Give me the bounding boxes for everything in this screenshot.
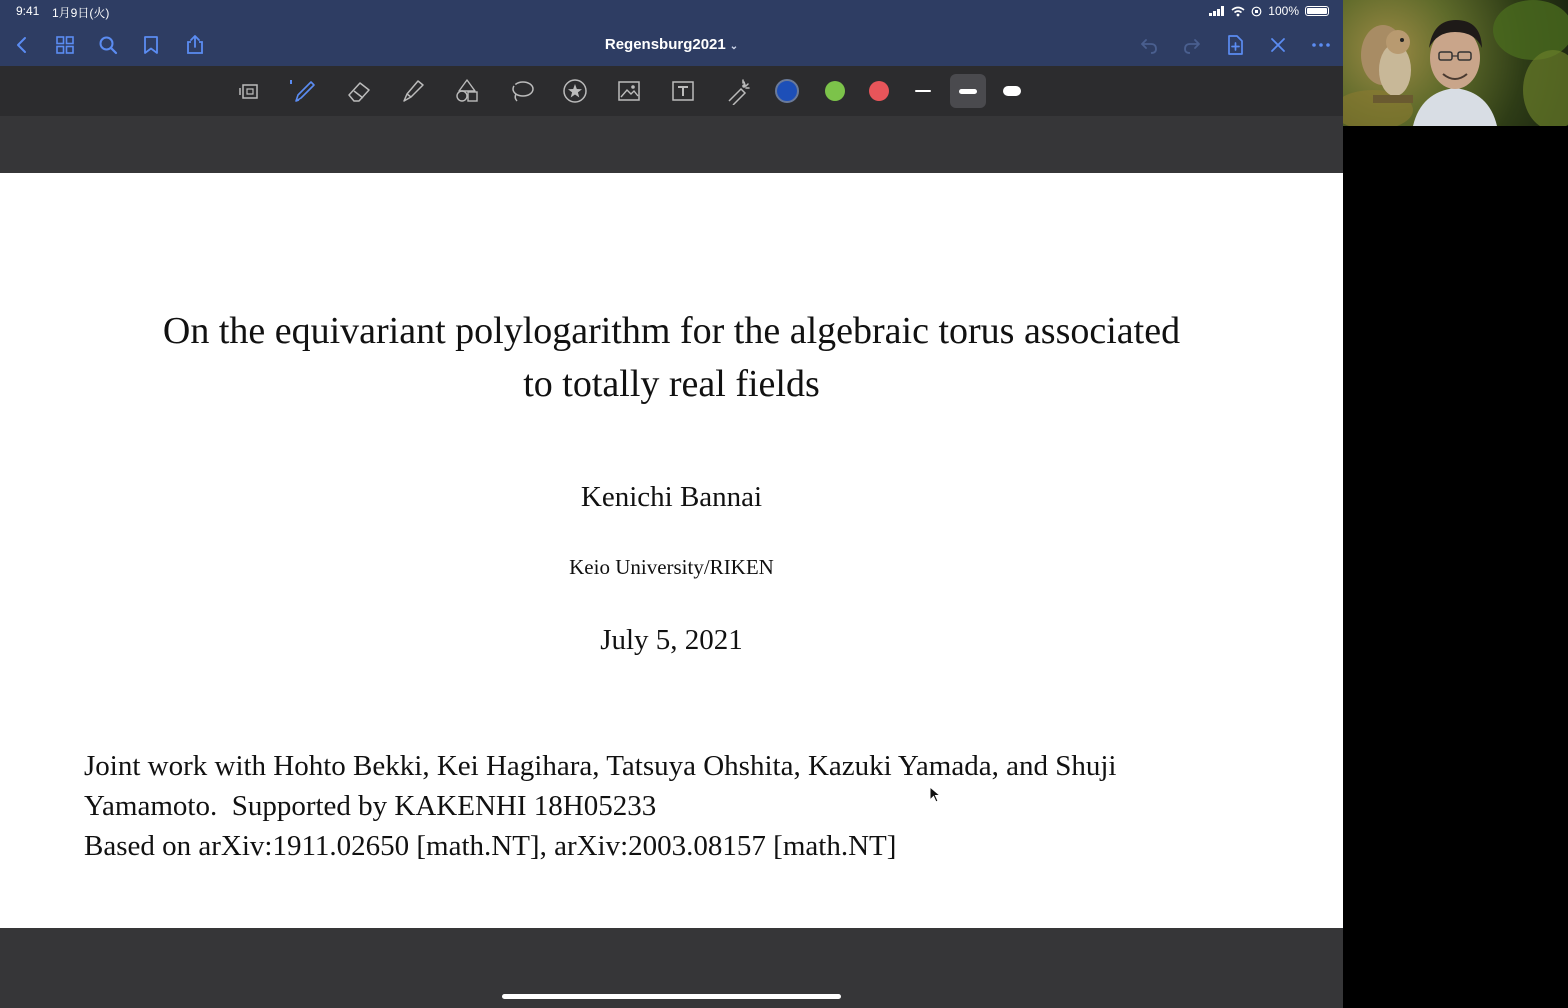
cellular-signal-icon [1209,6,1225,16]
battery-percent: 100% [1268,4,1299,18]
slide-title-line2: to totally real fields [523,363,820,405]
more-icon[interactable] [1308,32,1334,58]
annotation-toolbar [0,66,1343,116]
page-tool-icon[interactable] [233,75,267,107]
webcam-scene-icon [1343,0,1568,126]
orientation-lock-icon [1251,6,1262,17]
slide-page[interactable] [0,173,1343,928]
grid-icon[interactable] [52,32,78,58]
stroke-width-thin[interactable] [905,74,941,108]
highlighter-icon[interactable] [396,75,430,107]
home-indicator[interactable] [502,994,841,999]
slide-title [40,305,1303,411]
slide-title-line1: On the equivariant polylogarithm for the algebraic torus associated [162,310,1181,352]
chevron-down-icon: ⌄ [729,41,739,52]
bookmark-icon[interactable] [138,32,164,58]
slide-note-line: Joint work with Hohto Bekki, Kei Hagihara, Tatsuya Ohshita, Kazuki Yamada, and Shuji [84,750,1117,782]
status-indicators [1209,3,1329,19]
webcam-video [1343,0,1568,126]
slide-notes [84,746,1259,866]
lasso-icon[interactable] [505,75,539,107]
close-icon[interactable] [1265,32,1291,58]
status-time: 9:41 [16,4,40,18]
stroke-width-thick[interactable] [994,74,1030,108]
color-swatch-green[interactable] [825,81,845,101]
text-icon[interactable] [666,75,700,107]
slide-note-line: Yamamoto. Supported by KAKENHI 18H05233 [84,790,657,822]
stroke-width-medium[interactable] [950,74,986,108]
sticker-icon[interactable] [558,75,592,107]
pen-icon[interactable] [287,75,321,107]
color-swatch-blue[interactable] [775,79,799,103]
slide-date: July 5, 2021 [600,624,743,656]
search-icon[interactable] [95,32,121,58]
add-page-icon[interactable] [1222,32,1248,58]
document-title[interactable]: Regensburg2021 ⌄ [604,36,739,53]
image-icon[interactable] [612,75,646,107]
mouse-cursor-icon [929,786,941,804]
page-margin-bottom [0,928,1343,1008]
navigation-bar [0,0,1343,66]
battery-icon [1305,6,1329,16]
color-swatch-red[interactable] [869,81,889,101]
back-icon[interactable] [9,32,35,58]
undo-icon[interactable] [1136,32,1162,58]
eraser-icon[interactable] [342,75,376,107]
status-date: 1月9日(火) [52,6,110,20]
share-icon[interactable] [182,32,208,58]
shapes-icon[interactable] [450,75,484,107]
laser-pointer-icon[interactable] [721,75,755,107]
page-margin-top [0,116,1343,173]
redo-icon[interactable] [1179,32,1205,58]
slide-affiliation: Keio University/RIKEN [569,555,774,579]
slide-author: Kenichi Bannai [580,481,763,513]
slide-note-line: Based on arXiv:1911.02650 [math.NT], arXiv:2003.08157 [math.NT] [84,830,897,862]
wifi-icon [1231,6,1245,17]
